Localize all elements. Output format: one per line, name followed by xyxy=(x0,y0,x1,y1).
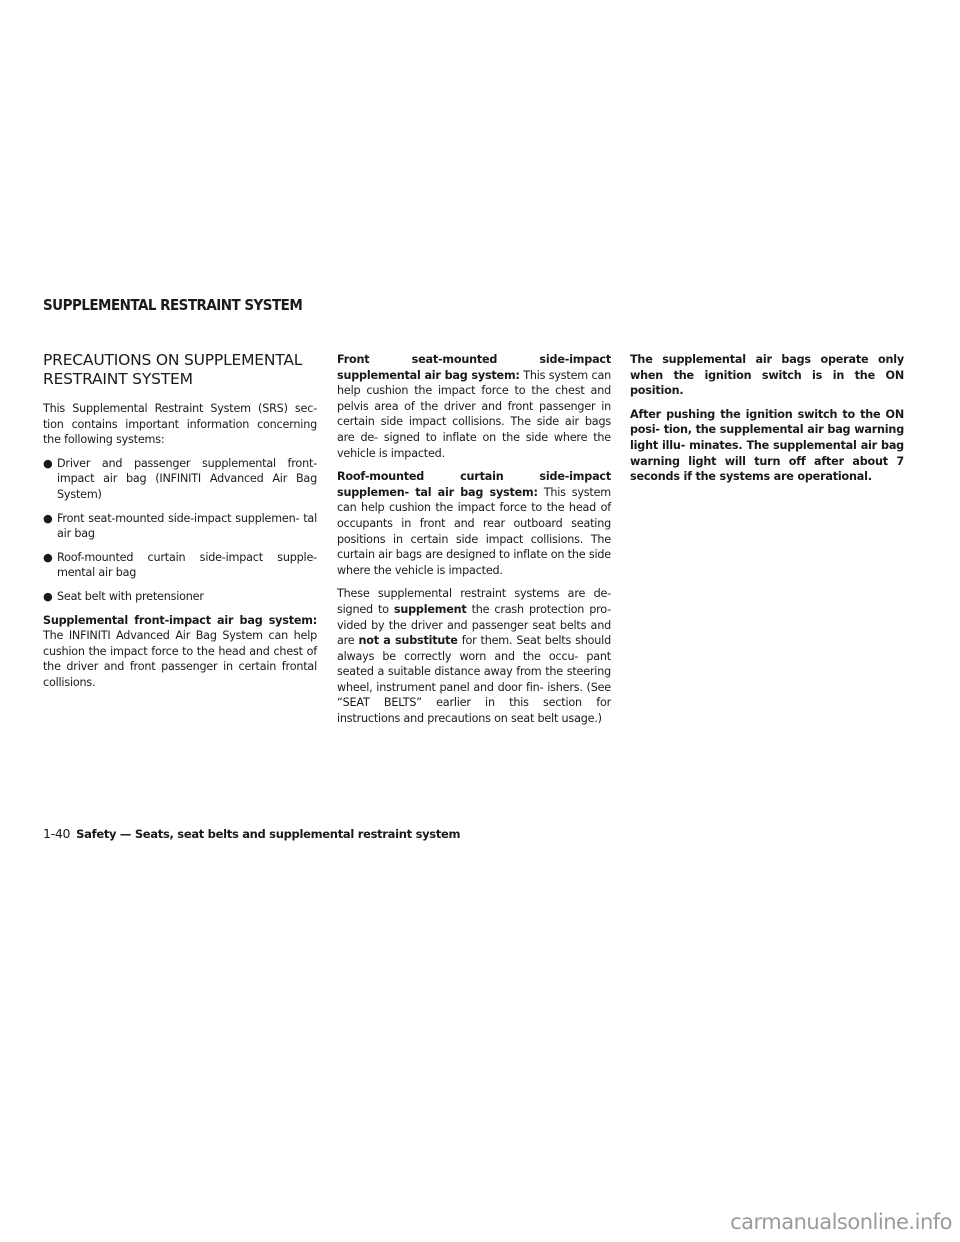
curtain-paragraph xyxy=(337,469,611,578)
bullet-icon: ● xyxy=(43,589,53,603)
list-item-text: Roof-mounted curtain side-impact supple- mental air bag xyxy=(57,550,317,580)
footer-title: Safety — Seats, seat belts and supplemental restraint system xyxy=(76,827,461,841)
list-item-text: Driver and passenger supplemental front- impact air bag (INFINITI Advanced Air Bag System) xyxy=(57,456,317,501)
column-1 xyxy=(43,351,317,699)
bullet-icon: ● xyxy=(43,456,53,470)
list-item xyxy=(43,456,317,503)
list-item xyxy=(43,589,317,605)
front-impact-label: Supplemental front-impact air bag system: xyxy=(43,613,317,627)
curtain-label: Roof-mounted curtain side-impact supplemen- tal air bag system: xyxy=(337,470,611,499)
curtain-text: This system can help cushion the impact force to the head of occupants in front and rear outboard seating positions in certain side impact collisions. The curtain air bags are designed to inflate on the side where the vehicle is impacted. xyxy=(337,485,611,577)
column-2 xyxy=(337,352,611,735)
watermark: carmanualsonline.info xyxy=(730,1210,952,1234)
systems-list xyxy=(43,456,317,605)
front-impact-text: The INFINITI Advanced Air Bag System can help cushion the impact force to the head and chest of the driver and front passenger in certain frontal collisions. xyxy=(43,629,317,689)
page-footer xyxy=(43,826,460,841)
column-3 xyxy=(630,352,904,493)
precautions-heading xyxy=(43,351,317,389)
bullet-icon: ● xyxy=(43,550,53,564)
supplement-text-3: for them. Seat belts should always be correctly worn and the occu- pant seated a suitable distance away from the steering wheel, instrument panel and door fin- ishers. (See “SEAT BELTS” earlier in this section for instructions and precautions on seat belt usage.) xyxy=(337,634,611,726)
intro-paragraph: This Supplemental Restraint System (SRS) sec- tion contains important information concerning the following systems: xyxy=(43,402,317,447)
heading-line-2: RESTRAINT SYSTEM xyxy=(43,370,193,388)
supplement-text-1: These supplemental restraint systems are de- signed to xyxy=(337,587,611,616)
not-substitute-bold: not a substitute xyxy=(358,634,458,648)
supplement-paragraph xyxy=(337,586,611,726)
list-item xyxy=(43,550,317,581)
list-item-text: Front seat-mounted side-impact supplemen- tal air bag xyxy=(57,511,317,541)
bullet-icon: ● xyxy=(43,511,53,525)
side-impact-paragraph xyxy=(337,352,611,461)
supplement-bold: supplement xyxy=(393,602,467,616)
ignition-note-text: The supplemental air bags operate only when the ignition switch is in the ON position. xyxy=(630,353,904,398)
list-item-text: Seat belt with pretensioner xyxy=(57,589,204,603)
supplement-text-2: the crash protection pro- vided by the driver and passenger seat belts and are xyxy=(337,602,611,648)
list-item xyxy=(43,511,317,542)
page-number: 1-40 xyxy=(43,826,71,841)
side-impact-label: Front seat-mounted side-impact supplemental air bag system: xyxy=(337,353,611,382)
section-header: SUPPLEMENTAL RESTRAINT SYSTEM xyxy=(43,296,303,314)
warning-light-note-text: After pushing the ignition switch to the ON posi- tion, the supplemental air bag warning light illu- minates. The supplemental air bag warning light will turn off after about 7 seconds if the systems are operational. xyxy=(630,407,904,484)
side-impact-text: This system can help cushion the impact force to the chest and pelvis area of the driver and front passenger in certain side impact collisions. The side air bags are de- signed to inflate on the side where the vehicle is impacted. xyxy=(337,368,612,460)
ignition-note xyxy=(630,352,904,399)
heading-line-1: PRECAUTIONS ON SUPPLEMENTAL xyxy=(43,351,303,369)
warning-light-note xyxy=(630,407,904,485)
front-impact-paragraph xyxy=(43,613,317,691)
